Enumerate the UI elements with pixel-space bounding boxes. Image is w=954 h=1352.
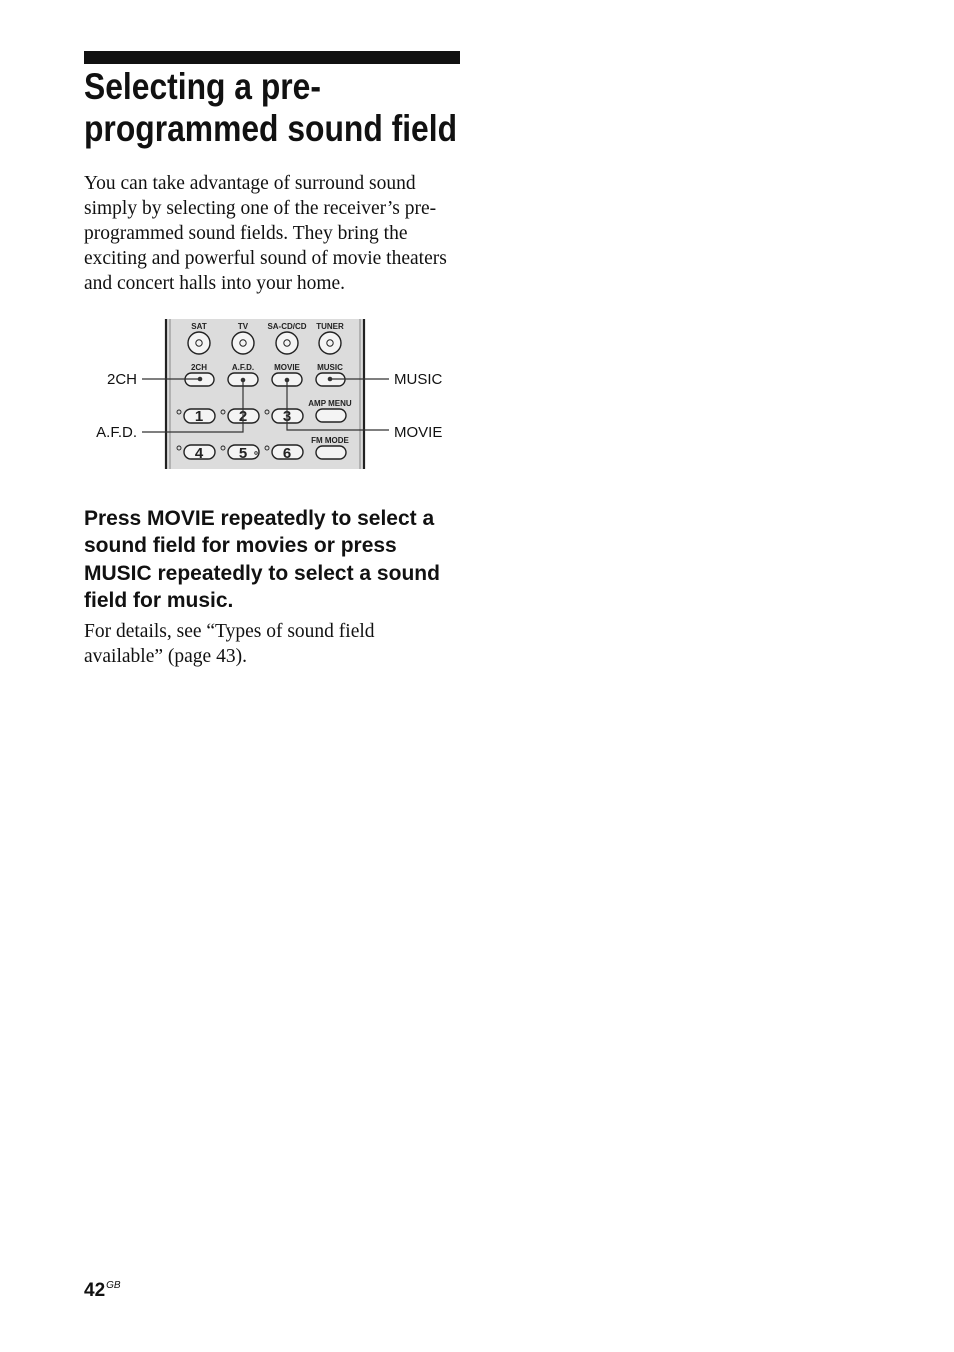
sat-label: SAT [191, 322, 207, 331]
tuner-label: TUNER [316, 322, 344, 331]
page-title [84, 66, 458, 150]
2ch-label: 2CH [190, 363, 208, 372]
intro-line-1: You can take advantage of surround sound [84, 173, 416, 194]
callout-2ch: 2CH [106, 371, 137, 388]
amp-menu-button[interactable] [316, 409, 346, 422]
remote-diagram [80, 312, 460, 472]
sacd-cd-button[interactable] [276, 332, 298, 354]
intro-line-3: programmed sound fields. They bring the [84, 223, 408, 244]
amp-menu-label: AMP MENU [308, 399, 352, 408]
step-instruction [84, 505, 464, 615]
intro-line-4: exciting and powerful sound of movie theaters [84, 248, 447, 269]
key-1-label: 1 [194, 408, 204, 425]
key-6-label: 6 [282, 445, 292, 462]
tv-label: TV [237, 322, 249, 331]
2ch-leader-dot [198, 377, 203, 382]
callout-movie: MOVIE [394, 424, 443, 441]
key-1[interactable] [184, 408, 215, 425]
intro-paragraph [84, 171, 464, 296]
sacd-cd-label: SA-CD/CD [267, 322, 307, 331]
step-line-3: MUSIC repeatedly to select a sound [84, 561, 440, 585]
step-line-1: Press MOVIE repeatedly to select a [84, 507, 435, 530]
title-line-2: programmed sound field [84, 108, 458, 149]
page-number-value: 42 [84, 1280, 106, 1301]
intro-line-2: simply by selecting one of the receiver’s pre- [84, 198, 437, 219]
key-4-label: 4 [194, 445, 204, 462]
fm-mode-label: FM MODE [311, 436, 349, 445]
step-line-4: field for music. [84, 589, 234, 613]
tuner-button[interactable] [319, 332, 341, 354]
key-2-label: 2 [238, 408, 248, 425]
music-label: MUSIC [317, 363, 343, 372]
title-line-1: Selecting a pre- [84, 66, 321, 107]
fm-mode-button[interactable] [316, 446, 346, 459]
detail-line-1: For details, see “Types of sound field [84, 621, 375, 642]
step-line-2: sound field for movies or press [84, 534, 397, 558]
movie-label: MOVIE [274, 363, 300, 372]
afd-label: A.F.D. [231, 363, 255, 372]
music-leader-dot [328, 377, 333, 382]
movie-leader-dot [285, 378, 290, 383]
remote-illustration [80, 312, 460, 472]
callout-music: MUSIC [394, 371, 443, 388]
heading-rule [84, 51, 460, 64]
detail-paragraph [84, 619, 464, 669]
sat-button[interactable] [188, 332, 210, 354]
key-5-label: 5 [238, 445, 248, 462]
detail-line-2: available” (page 43). [84, 646, 247, 667]
intro-line-5: and concert halls into your home. [84, 273, 346, 294]
callout-afd: A.F.D. [96, 424, 137, 441]
afd-leader-dot [241, 378, 246, 383]
key-3-label: 3 [282, 408, 292, 425]
tv-button[interactable] [232, 332, 254, 354]
page-number [84, 1280, 121, 1302]
region-code: GB [106, 1280, 121, 1291]
